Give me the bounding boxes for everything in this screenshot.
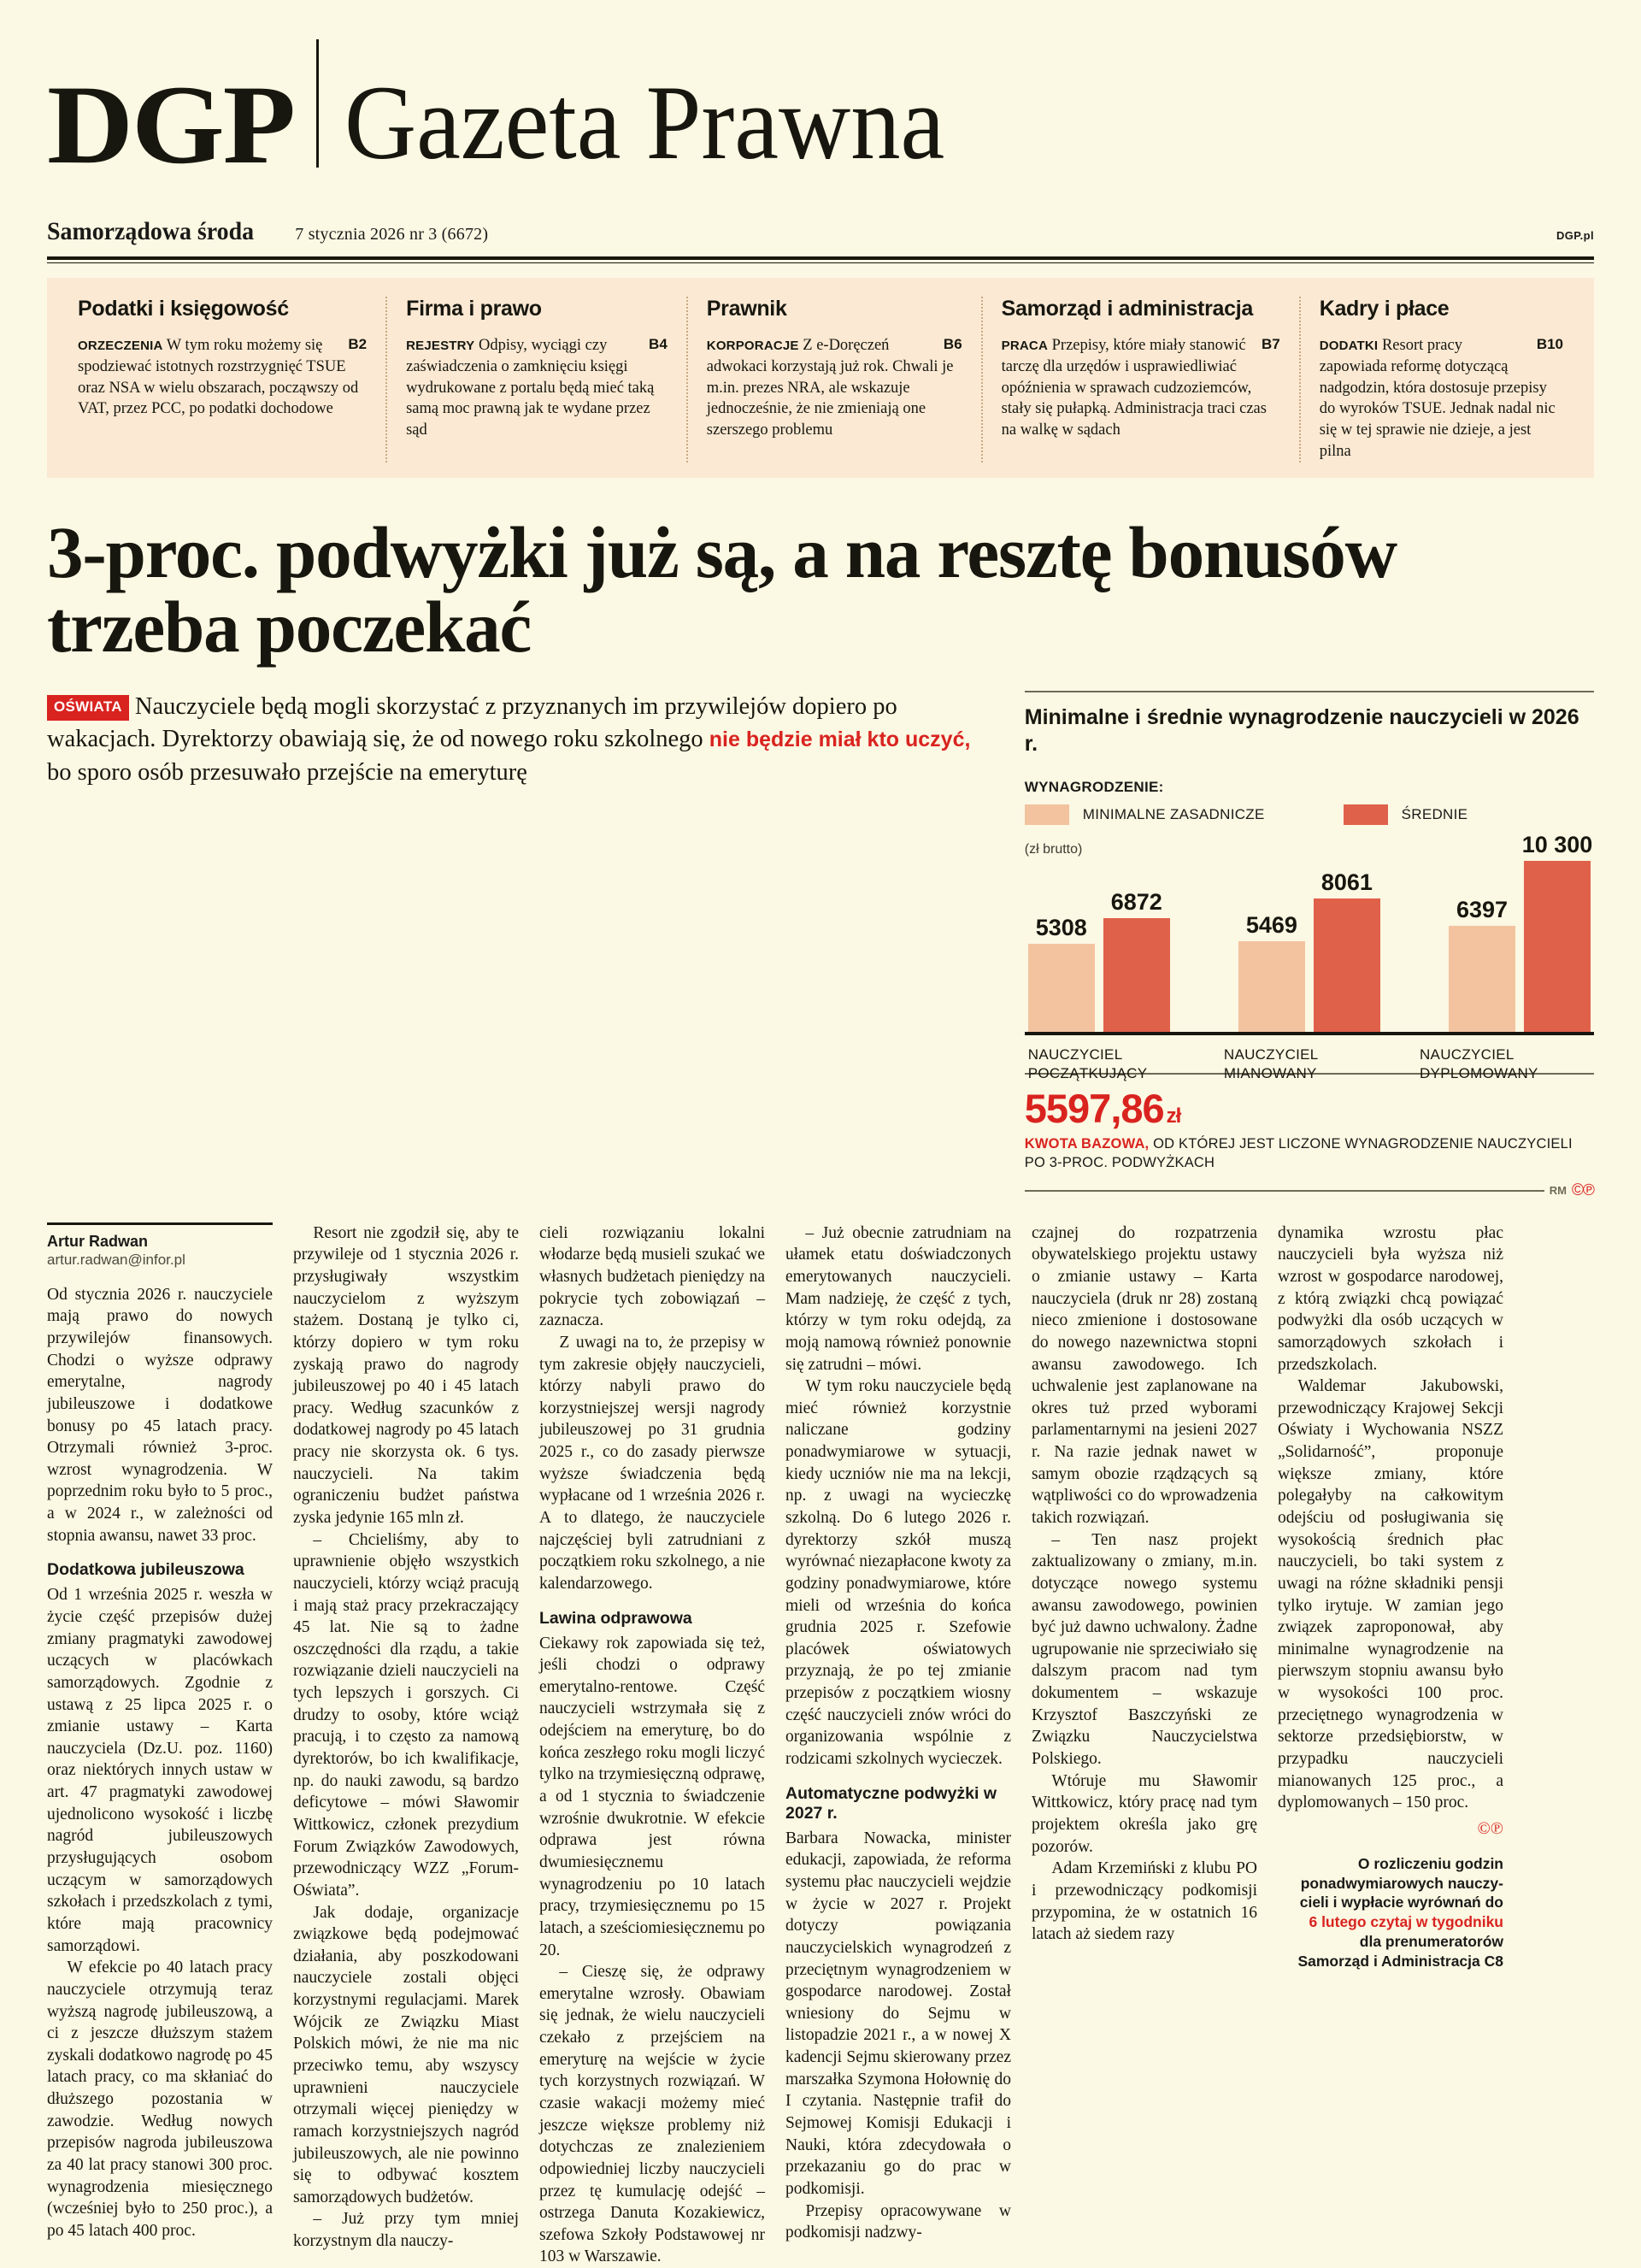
chart-legend — [1025, 804, 1594, 825]
byline-rule — [47, 1222, 273, 1225]
promo-line-4: 6 lutego czytaj w tygodniku — [1309, 1913, 1503, 1931]
teaser-kicker: REJESTRY — [406, 339, 475, 353]
teaser-page-number: B6 — [943, 336, 962, 352]
teaser-podatki-i-ksiegowosc[interactable] — [59, 297, 385, 462]
copyright-icon: ©℗ — [1477, 1818, 1503, 1838]
article-column-5 — [1032, 1222, 1257, 2268]
infographic-title: Minimalne i średnie wynagrodzenie nauczycieli w 2026 r. — [1024, 705, 1579, 756]
lead-highlight: nie będzie miał kto uczyć, — [709, 728, 971, 752]
teaser-title: Podatki i księgowość — [78, 297, 289, 321]
teaser-title: Samorząd i administracja — [1001, 297, 1253, 321]
chart-credit: RM — [1549, 1184, 1567, 1198]
paragraph: – Cieszę się, że odprawy emerytalne wzrosły. Obawiam się jednak, że wielu nauczycieli czekało z przejściem na emeryturę na wejście w życie tych korzystnych rozwiązań. W czasie wakacji możemy mieć jeszcze większe problemy niż dotychczas ze znalezieniem odpowiedniej liczby nauczycieli przez tę kumulację odejść – ostrzega Danuta Kozakiewicz, szefowa Szkoły Podstawowej nr 103 w Warszawie. — [539, 1963, 765, 2266]
legend-text-srednie: ŚREDNIE — [1401, 806, 1468, 823]
kwota-bazowa-currency: zł — [1166, 1105, 1181, 1128]
bar-value-label: 10 300 — [1521, 832, 1593, 858]
kwota-bazowa-number: 5597,86 — [1024, 1086, 1164, 1132]
paragraph: Adam Krzemiński z klubu PO i przewodniczący podkomisji przypomina, że w ostatnich 16 latach aż siedem razy — [1032, 1859, 1257, 1944]
bar-avg-poczatkujacy — [1103, 889, 1170, 1032]
paragraph: Jak dodaje, organizacje związkowe będą podejmować działania, aby poszkodowani nauczyciele zostali objęci korzystnymi regulacjami. Marek Wójcik ze Związku Miast Polskich mówi, że nie ma nic przeciwko temu, aby wszyscy uprawnieni nauczyciele otrzymali więcej pieniędzy w ramach korzystniejszych nagród jubileuszowych, ale nie powinno się to odbywać kosztem samorządowych budżetów. — [293, 1903, 519, 2206]
infographic-footer — [1025, 1181, 1594, 1200]
teaser-title: Firma i prawo — [406, 297, 542, 321]
teaser-body — [1320, 335, 1563, 462]
paragraph: Barbara Nowacka, minister edukacji, zapowiada, że reforma systemu płac nauczycieli wejdzie w życie w 2027 r. Projekt dotyczy powiązania nauczycielskich wynagrodzeń z przeciętnym wynagrodzeniem w gospodarce narodowej. Został wniesiony do Sejmu w listopadzie 2021 r., a w nowej X kadencji Sejmu skierowany przez marszałka Szymona Hołownię do I czytania. Następnie trafił do Sejmowej Komisji Edukacji i Nauki, która zdecydowała o przekazaniu go do prac w podkomisji. — [785, 1829, 1011, 2198]
section-name: Samorządowa środa — [47, 217, 255, 245]
teaser-kicker: KORPORACJE — [706, 339, 799, 353]
teaser-samorzad-i-administracja[interactable] — [981, 297, 1299, 462]
chart-category-labels — [1025, 1046, 1594, 1083]
paragraph: – Chcieliśmy, aby to uprawnienie objęło wszystkich nauczycieli, którzy wciąż pracują i mają staż pracy przekraczający 45 lat. Nie są to żadne oszczędności dla rządu, a takie rozwiązanie dzieli nauczycieli na tych lepszych i gorszych. Ci drudzy to osoby, które wciąż pracują, i to często za namową dyrektorów, bo ich kwalifikacje, np. do nauki zawodu, są bardzo deficytowe – mówi Sławomir Wittkowicz, członek prezydium Forum Związków Zawodowych, przewodniczący WZZ „Forum-Oświata”. — [293, 1530, 519, 1900]
lead-part-1: Nauczyciele będą mogli skorzystać z przyznanych im przywilejów dopiero po wakacjach. Dyrektorzy obawiają się, że od nowego roku szkolnego — [47, 693, 897, 753]
paragraph: Od 1 września 2025 r. weszła w życie część przepisów dużej zmiany pragmatyki zawodowej uczących w placówkach samorządowych. Zgodnie z ustawą z 25 lipca 2025 r. o zmianie ustawy – Karta nauczyciela (Dz.U. poz. 1160) oraz niektórych innych ustaw w art. 47 pragmatyki zawodowej ujednolicono wysokość i liczbę nagród jubileuszowych przysługujących osobom uczącym w samorządowych szkołach i przedszkolach z tymi, które mają pracownicy samorządowi. — [47, 1586, 273, 1955]
teaser-page-number: B10 — [1536, 336, 1563, 352]
dateline — [47, 217, 1594, 256]
chart-axis — [1025, 1032, 1594, 1035]
teaser-prawnik[interactable] — [686, 297, 981, 462]
legend-swatch-srednie — [1344, 804, 1388, 825]
category-label-poczatkujacy: NAUCZYCIEL POCZĄTKUJĄCY — [1027, 1046, 1148, 1081]
author-email[interactable]: artur.radwan@infor.pl — [47, 1251, 185, 1268]
legend-swatch-minimalne — [1025, 804, 1069, 825]
masthead — [47, 0, 1594, 187]
gazeta-prawna-wordmark: Gazeta Prawna — [344, 64, 944, 182]
bar-value-label: 5308 — [1035, 915, 1087, 941]
legend-item-minimalne — [1025, 804, 1265, 825]
teaser-body — [406, 335, 668, 441]
article-column-6 — [1278, 1222, 1503, 2268]
issue-date: 7 stycznia 2026 nr 3 (6672) — [295, 225, 489, 244]
paragraph: czajnej do rozpatrzenia obywatelskiego projektu ustawy o zmianie ustawy – Karta nauczyciela (druk nr 28) zostaną nieco zmienione i dostosowane do nowego nazewnictwa stopni awansu zawodowego. Ich uchwalenie jest zaplanowane na okres tuż przed wyborami parlamentarnymi na jesieni 2027 r. Na razie jednak nawet w samym obozie rządzących są wątpliwości co do wprowadzenia takich rozwiązań. — [1032, 1223, 1257, 1527]
promo-line-3: cieli i wypłacie wyrównań do — [1299, 1894, 1503, 1912]
teaser-kadry-i-place[interactable] — [1299, 297, 1582, 462]
teaser-page-number: B2 — [348, 336, 368, 352]
paragraph: Przepisy opracowywane w podkomisji nadzwy- — [785, 2201, 1011, 2242]
subheading-lawina-odprawowa: Lawina odprawowa — [539, 1608, 692, 1628]
promo-line-2: ponadwymiarowych nauczy- — [1300, 1874, 1503, 1892]
paragraph: – Już przy tym mniej korzystnym dla nauczy- — [293, 2210, 519, 2251]
note-bold: KWOTA BAZOWA, — [1024, 1136, 1150, 1152]
category-label-dyplomowany: NAUCZYCIEL DYPLOMOWANY — [1419, 1046, 1538, 1081]
article-column-4 — [785, 1222, 1011, 2268]
bar-min-mianowany — [1238, 912, 1305, 1032]
infographic-bottom-rule — [1025, 1190, 1544, 1192]
subheading-dodatkowa-jubileuszowa: Dodatkowa jubileuszowa — [47, 1560, 244, 1580]
legend-item-srednie — [1344, 804, 1468, 825]
status-badge: OŚWIATA — [47, 695, 129, 721]
kwota-bazowa-note — [1025, 1135, 1594, 1173]
category-label-mianowany: NAUCZYCIEL MIANOWANY — [1223, 1046, 1318, 1081]
note-rest: OD KTÓREJ JEST LICZONE WYNAGRODZENIE NAUCZYCIELI PO 3-PROC. PODWYŻKACH — [1024, 1136, 1573, 1170]
teaser-body — [707, 335, 962, 441]
lead-and-infographic — [47, 691, 1594, 1200]
paragraph: Wtóruje mu Sławomir Wittkowicz, który pracę nad tym projektem określa jako grę pozorów. — [1032, 1771, 1257, 1856]
teaser-body — [1002, 335, 1280, 441]
author-name: Artur Radwan — [47, 1232, 149, 1250]
paragraph: Z uwagi na to, że przepisy w tym zakresie objęły nauczycieli, którzy nabyli prawo do korzystniejszej wersji nagrody jubileuszowej po 31 grudnia 2025 r., co do zasady pierwsze wyższe świadczenia będą wypłacane od 1 września 2026 r. A to dlatego, że nauczyciele najczęściej byli zatrudniani z początkiem roku szkolnego, a nie kalendarzowego. — [539, 1333, 765, 1593]
promo-note — [1278, 1854, 1503, 1971]
page-title: 3-proc. podwyżki już są, a na resztę bonusów trzeba poczekać — [47, 510, 1397, 669]
paragraph: W tym roku nauczyciele będą mieć również korzystnie naliczane godziny ponadwymiarowe w sytuacji, kiedy uczniów nie ma na lekcji, np. z uwagi na wycieczkę szkolną. Do 6 lutego 2026 r. dyrektorzy szkół muszą wyrównać niezapłacone kwoty za godziny ponadwymiarowe, które mieli od września do końca grudnia 2025 r. Szefowie placówek oświatowych przyznają, że po tej zmianie przepisów z początkiem wiosny część nauczycieli znów wróci do organizowania wspólnie z rodzicami szkolnych wycieczek. — [785, 1377, 1011, 1769]
promo-line-5: dla prenumeratorów — [1359, 1932, 1503, 1950]
teaser-kicker: DODATKI — [1319, 339, 1379, 353]
promo-line-6: Samorząd i Administracja C8 — [1297, 1952, 1503, 1970]
bar-value-label: 6872 — [1110, 889, 1162, 916]
dateline-rule-thin — [47, 262, 1594, 263]
bar-avg-mianowany — [1314, 869, 1380, 1032]
website-label[interactable]: DGP.pl — [1556, 229, 1594, 242]
paragraph: cieli rozwiązaniu lokalni włodarze będą musieli szukać we własnych budżetach pieniędzy na pokrycie tych zobowiązań – zaznacza. — [539, 1223, 765, 1330]
lead-part-2: bo sporo osób przesuwało przejście na emeryturę — [47, 758, 527, 786]
dgp-logo: DGP — [47, 61, 294, 187]
teaser-firma-i-prawo[interactable] — [385, 297, 686, 462]
teaser-body — [78, 335, 367, 420]
bar-min-poczatkujacy — [1028, 915, 1095, 1032]
masthead-divider — [316, 39, 319, 168]
teaser-kicker: PRACA — [1001, 339, 1048, 353]
teaser-title: Prawnik — [706, 297, 787, 321]
kwota-bazowa-value — [1025, 1085, 1594, 1132]
teaser-text: W tym roku możemy się spodziewać istotnych rozstrzygnięć TSUE oraz NSA w wielu obszarach, począwszy od VAT, przez PCC, po podatki dochodowe — [78, 337, 359, 418]
teaser-text: Resort pracy zapowiada reformę dotyczącą nadgodzin, która dostosuje przepisy do wyroków TSUE. Jednak nadal nic się w tej sprawie nie dzieje, a jest pilna — [1319, 337, 1556, 460]
article-column-3 — [539, 1222, 765, 2268]
infographic-top-rule — [1025, 691, 1594, 692]
article-lead — [47, 691, 991, 1200]
bar-value-label: 8061 — [1320, 869, 1373, 896]
dateline-rule-thick — [47, 256, 1594, 260]
paragraph: W efekcie po 40 latach pracy nauczyciele otrzymują teraz wyższą nagrodę jubileuszową, a ci z jeszcze dłuższym stażem zyskali dodatkowo nagrodę po 45 latach pracy, co ma skłaniać do dłuższego pozostania w zawodzie. Według nowych przepisów nagroda jubileuszowa za 40 lat pracy stanowi 300 proc. wynagrodzenia miesięcznego (wcześniej było to 250 proc.), a po 45 latach 400 proc. — [47, 1959, 273, 2240]
promo-line-1: O rozliczeniu godzin — [1357, 1854, 1503, 1872]
chart-unit-label: (zł brutto) — [1024, 842, 1083, 857]
teaser-title: Kadry i płace — [1319, 297, 1450, 321]
teaser-kicker: ORZECZENIA — [78, 339, 163, 353]
subheading-automatyczne-podwyzki: Automatyczne podwyżki w 2027 r. — [785, 1783, 997, 1823]
paragraph: Od stycznia 2026 r. nauczyciele mają prawo do nowych przywilejów finansowych. Chodzi o wyższe odprawy emerytalne, nagrody jubileuszowe i dodatkowe bonusy po 45 latach pracy. Otrzymali również 3-proc. wzrost wynagrodzenia. W poprzednim roku było to 5 proc., a w 2024 r., w zależności od stopnia awansu, nawet 33 proc. — [47, 1285, 273, 1545]
teaser-bar — [47, 278, 1594, 478]
bar-group-poczatkujacy — [1028, 889, 1170, 1032]
article-column-2 — [293, 1222, 519, 2268]
legend-label: WYNAGRODZENIE: — [1024, 779, 1164, 796]
teaser-page-number: B7 — [1261, 336, 1280, 352]
paragraph: – Ten nasz projekt zaktualizowany o zmiany, m.in. dotyczące nowego systemu awansu zawodowego, powinien być już dawno uchwalony. Żadne ugrupowanie nie sprzeciwiało się dalszym pracom nad tym dokumentem – wskazuje Krzysztof Baszczyński ze Związku Nauczycielstwa Polskiego. — [1032, 1530, 1257, 1769]
teaser-text: Odpisy, wyciągi czy zaświadczenia o zamknięciu księgi wydrukowane z portalu będą mieć taką samą moc prawną jak te wydane przez sąd — [406, 337, 655, 439]
teaser-page-number: B4 — [649, 336, 668, 352]
paragraph: dynamika wzrostu płac nauczycieli była wyższa niż wzrost w gospodarce narodowej, z którą związki chcą powiązać podwyżki dla osób uczących w samorządowych szkołach i przedszkolach. — [1278, 1223, 1503, 1374]
teaser-text: Przepisy, które miały stanowić tarczę dla urzędów i usprawiedliwiać opóźnienia w sprawach cudzoziemców, stały się pułapką. Administracja traci czas na walkę w sądach — [1001, 337, 1267, 439]
bar-group-dyplomowany — [1449, 832, 1593, 1032]
bar-value-label: 6397 — [1456, 897, 1509, 923]
paragraph: Ciekawy rok zapowiada się też, jeśli chodzi o odprawy emerytalno-rentowe. Część nauczycieli wstrzymała się z odejściem na emeryturę, bo do końca zeszłego roku mogli liczyć tylko na trzymiesięczną odprawę, a od 1 stycznia to świadczenie wzrośnie dwukrotnie. W efekcie odprawa jest równa dwumiesięcznemu wynagrodzeniu po 10 latach pracy, trzymiesięcznemu po 15 latach, a sześciomiesięcznemu po 20. — [539, 1634, 765, 1959]
bar-group-mianowany — [1238, 869, 1380, 1032]
article-body — [47, 1222, 1594, 2268]
legend-text-minimalne: MINIMALNE ZASADNICZE — [1082, 806, 1265, 823]
teaser-text: Z e-Doręczeń adwokaci korzystają już rok. Chwali je m.in. prezes NRA, ale wskazuje jednocześnie, że nie zmieniają one szerszego problemu — [706, 337, 954, 439]
infographic — [1025, 691, 1594, 1200]
bar-value-label: 5469 — [1245, 912, 1297, 939]
bar-avg-dyplomowany — [1521, 832, 1593, 1032]
article-column-1 — [47, 1222, 273, 2268]
paragraph: Waldemar Jakubowski, przewodniczący Krajowej Sekcji Oświaty i Wychowania NSZZ „Solidarność”, proponuje większe zmiany, które polegałyby na całkowitym odejściu od posługiwania się wysokością średnich płac nauczycieli, bo taki system z uwagi na różne składniki pensji tylko irytuje. W zamian jego związek zaproponował, aby minimalne wynagrodzenie na pierwszym stopniu awansu było w wysokości 100 proc. przeciętnego wynagrodzenia w sektorze przedsiębiorstw, w przypadku nauczycieli mianowanych 125 proc., a dyplomowanych – 150 proc. — [1278, 1377, 1503, 1812]
copyright-icon: ©℗ — [1572, 1181, 1594, 1199]
bar-min-dyplomowany — [1449, 897, 1515, 1032]
paragraph: – Już obecnie zatrudniam na ułamek etatu doświadczonych emerytowanych nauczycieli. Mam nadzieję, że część z tych, którzy w tym roku odejdą, za moją namową również ponownie się zatrudni – mówi. — [785, 1223, 1011, 1374]
paragraph: Resort nie zgodził się, aby te przywileje od 1 stycznia 2026 r. przysługiwały wszystkim nauczycielom z wyższym stażem. Dostaną je tylko ci, którzy dopiero w tym roku zyskają prawo do nagrody jubileuszowej po 40 i 45 latach pracy. Według szacunków z dodatkowej nagrody po 45 latach pracy nie skorzysta ok. 6 tys. nauczycieli. Na takim ograniczeniu budżet państwa zyska jedynie 165 mln zł. — [293, 1223, 519, 1527]
